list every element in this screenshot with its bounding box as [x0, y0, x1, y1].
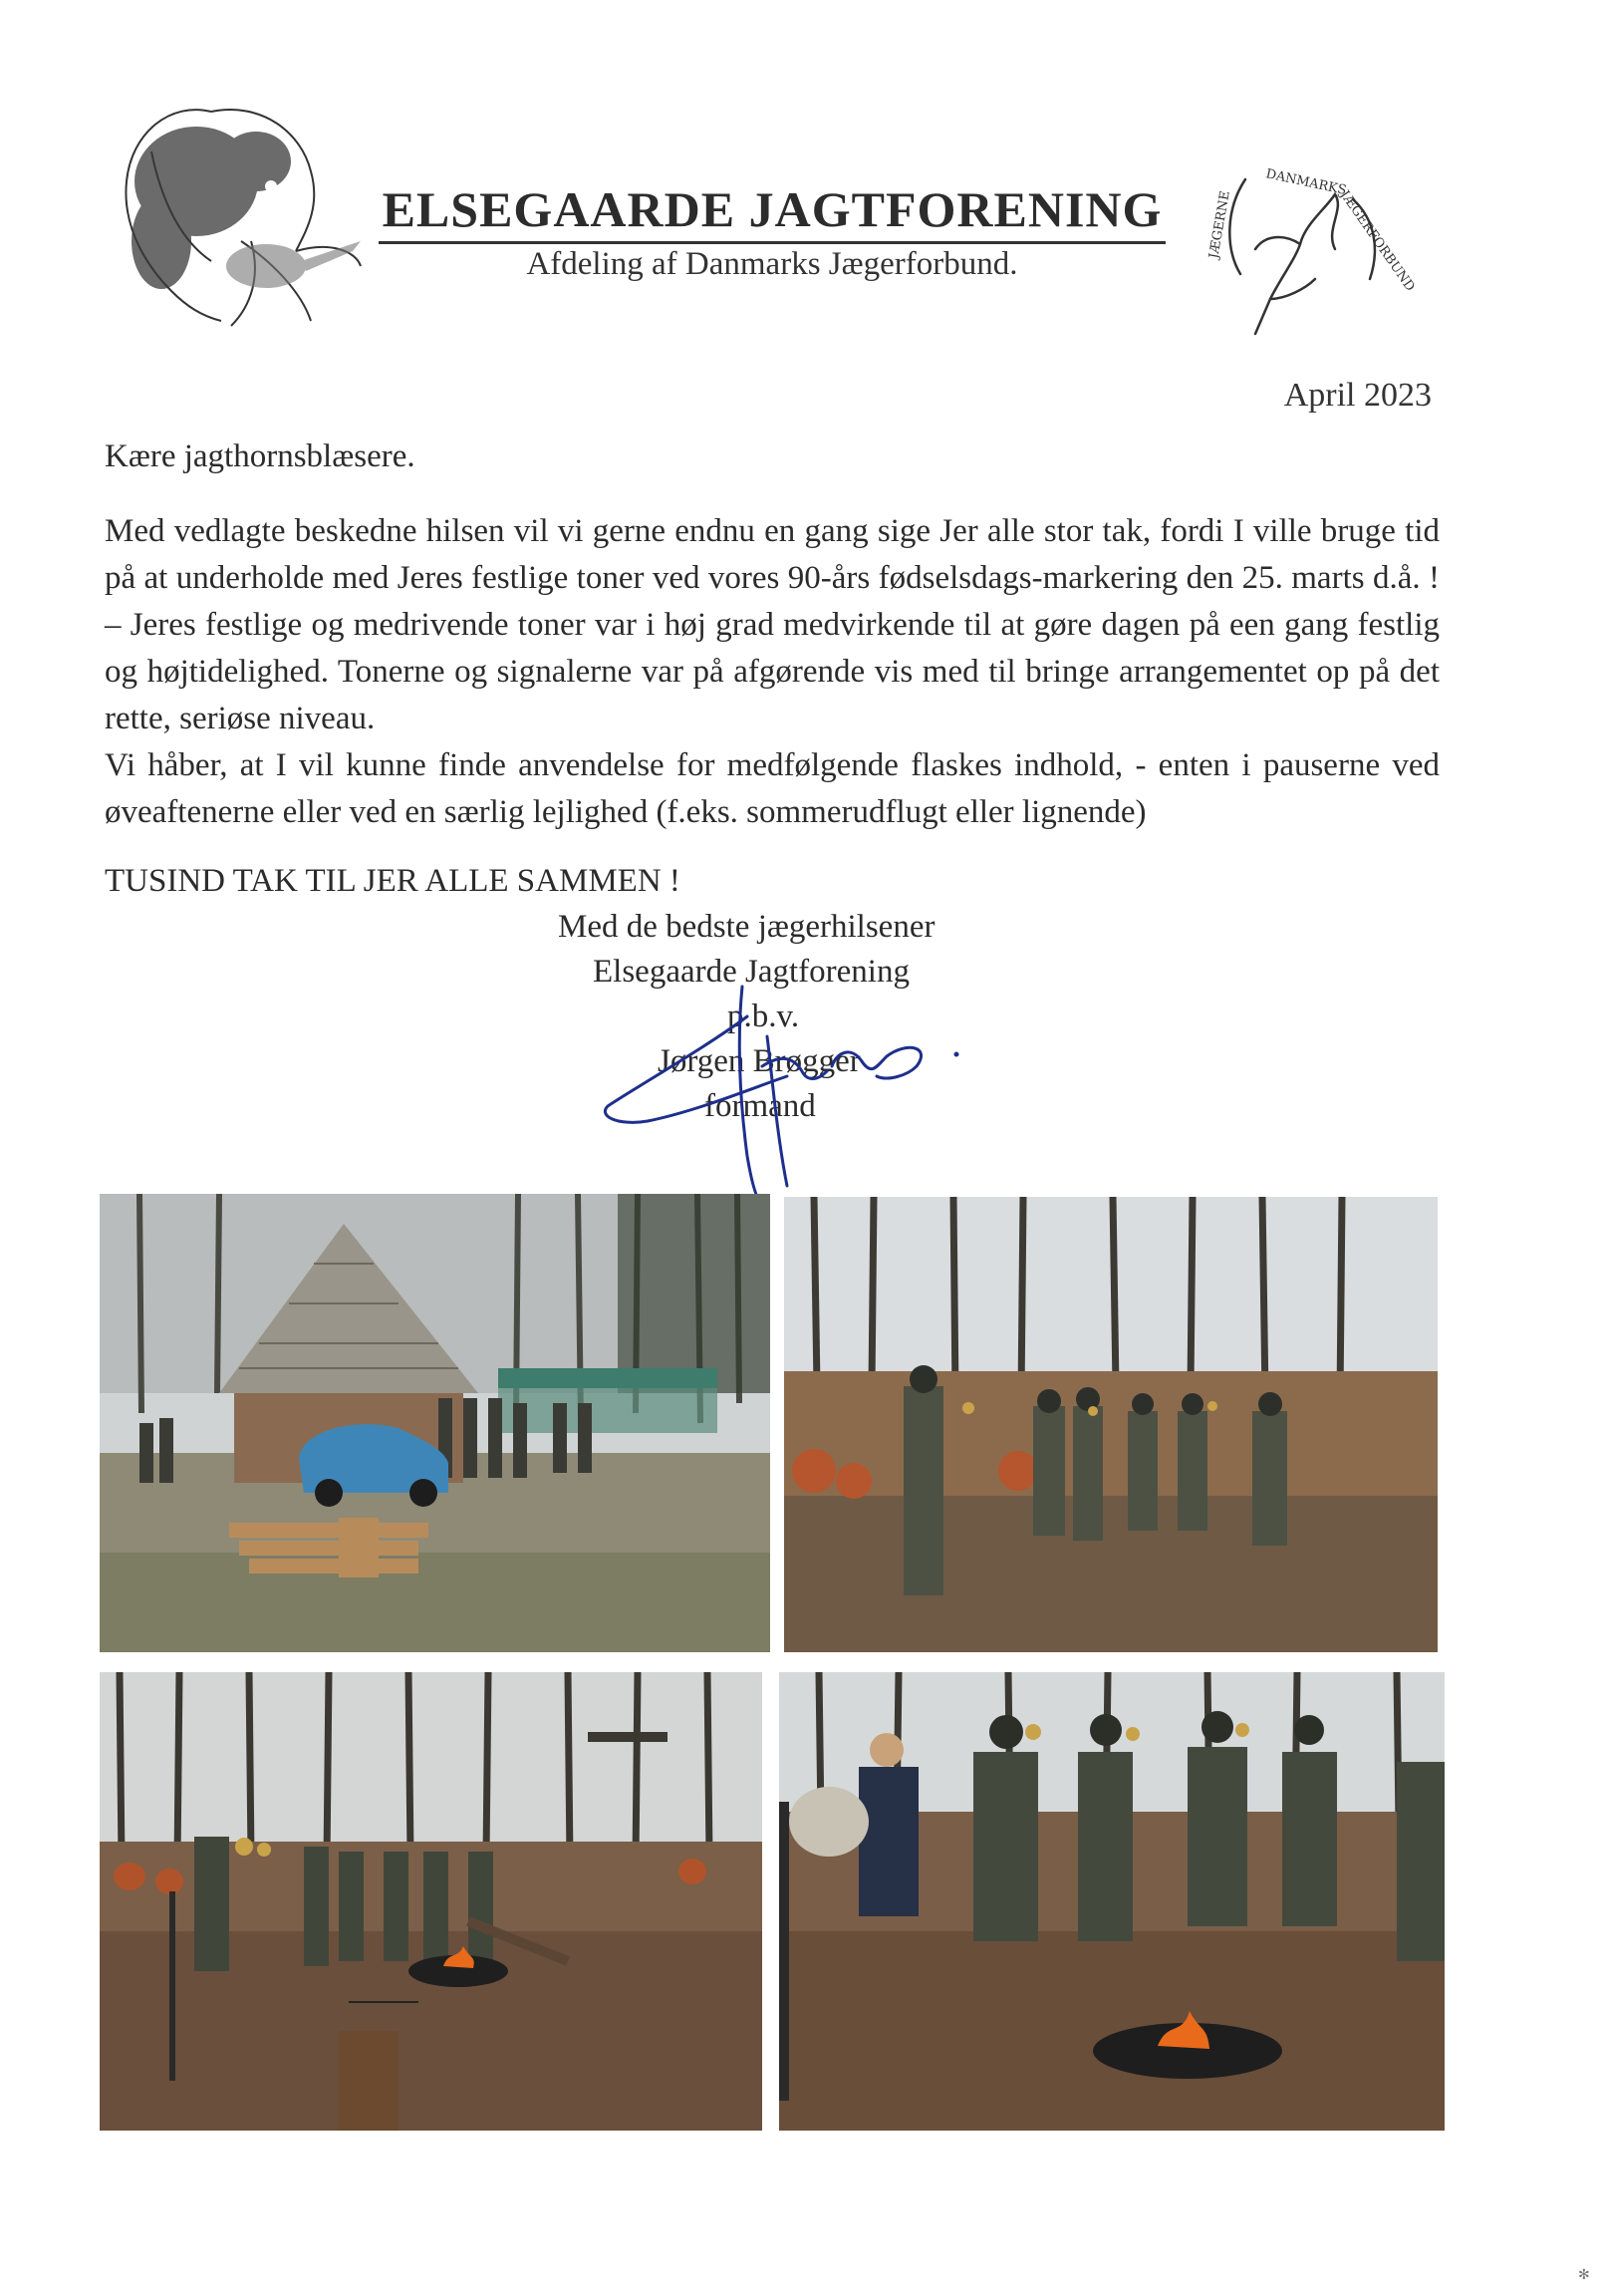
closing-line: TUSIND TAK TIL JER ALLE SAMMEN ! — [105, 863, 680, 899]
club-subtitle: Afdeling af Danmarks Jægerforbund. — [526, 246, 1018, 282]
danmarks-jaegerforbund-logo-icon — [1186, 140, 1415, 359]
svg-text:JÆGERNE: JÆGERNE — [1206, 189, 1233, 260]
scan-mark-icon: ✻ — [1578, 2267, 1590, 2283]
signoff-pbv: p.b.v. — [727, 999, 800, 1034]
signoff-greeting: Med de bedste jægerhilsener — [558, 909, 935, 945]
club-name: ELSEGAARDE JAGTFORENING — [382, 181, 1163, 237]
svg-text:DANMARKS: DANMARKS — [1264, 166, 1348, 199]
letter-date: April 2023 — [1283, 377, 1432, 414]
photo-horn-players-closeup-fire — [779, 1672, 1445, 2131]
hunting-dog-logo-icon — [92, 92, 381, 331]
paragraph-gift: Vi håber, at I vil kunne finde anvendelse for medfølgende flaskes indhold, - enten i pauserne ved øveaftenerne eller ved en særlig lejlighed (f.eks. sommerudflugt eller lignende) — [105, 747, 1440, 830]
signoff-club: Elsegaarde Jagtforening — [593, 954, 910, 990]
handwritten-signature-icon — [588, 977, 966, 1206]
salutation: Kære jagthornsblæsere. — [105, 438, 415, 474]
photo-horn-players-row-fire — [100, 1672, 762, 2131]
letter-body — [105, 433, 1440, 905]
signoff-role: formand — [704, 1088, 816, 1124]
paragraph-thanks: Med vedlagte beskedne hilsen vil vi gerne endnu en gang sige Jer alle stor tak, fordi I ville bruge tid på at underholde med Jeres festlige toner ved vores 90-års fødselsdags-markering den 25. marts d.å. ! – Jeres festlige og medrivende toner var i høj grad medvirkende til at gøre dagen på een gang festlig og højtidelighed. Tonerne og signalerne var på afgørende vis med til bringe arrangementet op på det rette, seriøse niveau. — [105, 513, 1440, 736]
signoff-name: Jørgen Brøgger — [658, 1043, 861, 1079]
photo-hut-and-gathering — [100, 1194, 770, 1652]
photo-horn-players-clearing — [784, 1197, 1438, 1652]
svg-text:JÆGERFORBUND: JÆGERFORBUND — [1336, 187, 1415, 295]
